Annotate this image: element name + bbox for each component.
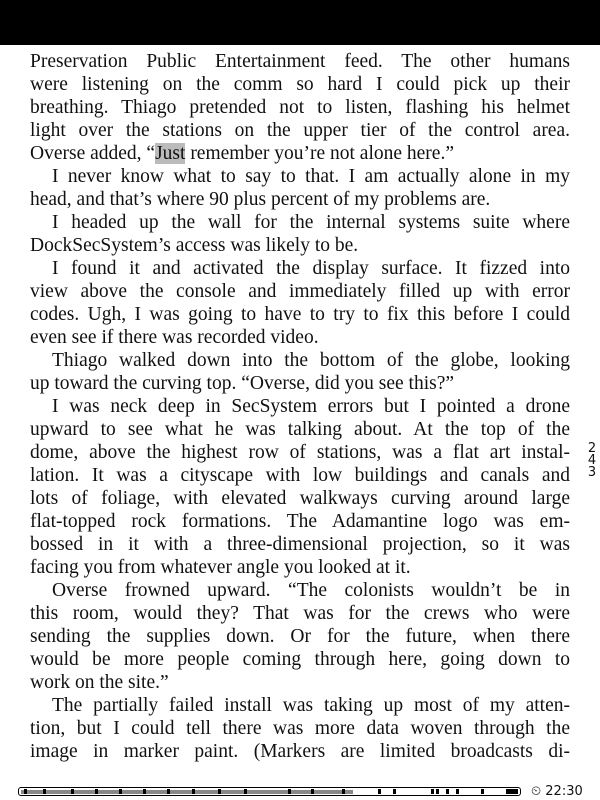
clock-time: 22:30 <box>545 784 583 799</box>
chapter-mark <box>311 789 314 794</box>
text-line: Overse frowned upward. “The colonists wouldn’t be in <box>52 580 570 601</box>
text-line: Preservation Public Entertainment feed. The other humans <box>30 51 570 72</box>
text-line: lation. It was a cityscape with low buildings and canals and <box>30 465 570 486</box>
book-page-text[interactable] <box>30 50 570 763</box>
page-number <box>586 443 598 479</box>
chapter-mark <box>481 789 484 794</box>
chapter-mark <box>119 789 122 794</box>
chapter-mark <box>218 789 221 794</box>
text-line: this room, would they? That was for the crews who were <box>30 603 570 624</box>
chapter-mark <box>431 789 434 794</box>
chapter-mark <box>43 789 46 794</box>
chapter-mark <box>446 789 449 794</box>
text-line: view above the console and immediately filled up with error <box>30 281 570 302</box>
top-status-bar <box>0 0 600 45</box>
page-number-digit: 4 <box>587 453 597 468</box>
chapter-mark <box>436 789 439 794</box>
page-number-digit: 2 <box>587 441 597 456</box>
chapter-mark <box>71 789 74 794</box>
text-line: lots of foliage, with elevated walkways curving around large <box>30 488 570 509</box>
text-line: work on the site.” <box>30 672 169 693</box>
text-line: flat-topped rock formations. The Adamantine logo was em- <box>30 511 570 532</box>
text-line: I found it and activated the display surface. It fizzed into <box>52 258 570 279</box>
chapter-mark <box>456 789 459 794</box>
chapter-mark <box>192 789 195 794</box>
text-line: breathing. Thiago pretended not to listen, flashing his helmet <box>30 97 570 118</box>
chapter-mark <box>342 789 345 794</box>
text-span: remember you’re not alone here.” <box>185 143 454 164</box>
text-line: Thiago walked down into the bottom of the globe, looking <box>52 350 570 371</box>
text-line: up toward the curving top. “Overse, did you see this?” <box>30 373 455 394</box>
text-line: upward to see what he was talking about. At the top of the <box>30 419 570 440</box>
text-span: Overse added, “ <box>30 143 156 164</box>
chapter-mark <box>24 789 27 794</box>
alarm-clock-icon: ⏲ <box>531 784 542 799</box>
text-line: image in marker paint. (Markers are limited broadcasts di- <box>30 741 570 762</box>
chapter-mark <box>95 789 98 794</box>
text-line: facing you from whatever angle you looked at it. <box>30 557 411 578</box>
text-line: I headed up the wall for the internal systems suite where <box>52 212 570 233</box>
text-line: bossed in it with a three-dimensional projection, so it was <box>30 534 570 555</box>
chapter-mark <box>393 789 396 794</box>
text-line: light over the stations on the upper tier of the control area. <box>30 120 570 141</box>
clock <box>531 784 583 799</box>
text-line: were listening on the comm so hard I could pick up their <box>30 74 570 95</box>
text-line <box>30 142 570 165</box>
text-line: I was neck deep in SecSystem errors but I pointed a drone <box>52 396 570 417</box>
text-line: would be more people coming through here, going down to <box>30 649 570 670</box>
progress-end-marker <box>506 789 518 794</box>
chapter-mark <box>244 789 247 794</box>
text-line: DockSecSystem’s access was likely to be. <box>30 235 359 256</box>
highlighted-word[interactable]: Just <box>155 143 186 164</box>
text-line: sending the supplies down. Or for the future, when there <box>30 626 570 647</box>
reading-progress-bar[interactable] <box>18 787 521 796</box>
chapter-mark <box>288 789 291 794</box>
text-line: head, and that’s where 90 plus percent of my problems are. <box>30 189 491 210</box>
chapter-mark <box>167 789 170 794</box>
chapter-mark <box>378 789 381 794</box>
text-line: dome, above the highest row of stations, was a flat art instal- <box>30 442 570 463</box>
text-line: codes. Ugh, I was going to have to try to fix this before I could <box>30 304 570 325</box>
text-line: I never know what to say to that. I am actually alone in my <box>52 166 570 187</box>
text-line: even see if there was recorded video. <box>30 327 319 348</box>
page-number-digit: 3 <box>587 465 597 480</box>
text-line: The partially failed install was taking up most of my atten- <box>52 695 570 716</box>
chapter-mark <box>143 789 146 794</box>
text-line: tion, but I could tell there was more data woven through the <box>30 718 570 739</box>
